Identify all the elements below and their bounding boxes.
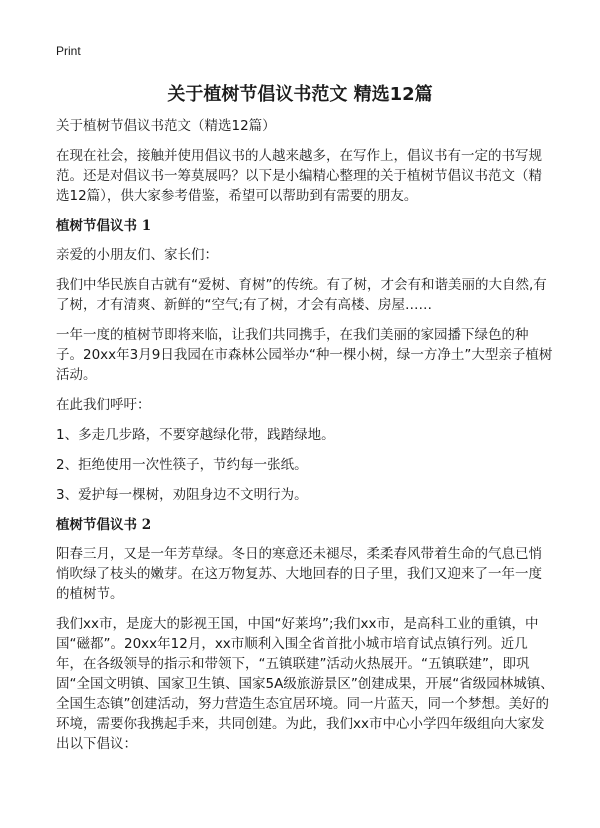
intro-paragraph: 在现在社会，接触并使用倡议书的人越来越多，在写作上，倡议书有一定的书写规范。还是对倡议书一筹莫展吗？以下是小编精心整理的关于植树节倡议书范文（精选12篇），供大家参考借鉴，希望可以帮助到有需要的朋友。	[56, 148, 542, 204]
paragraph: 我们中华民族自古就有“爱树、育树”的传统。有了树，才会有和谐美丽的大自然,有了树，才有清爽、新鲜的“空气;有了树，才会有高楼、房屋……	[56, 277, 547, 313]
paragraph: 阳春三月，又是一年芳草绿。冬日的寒意还未褪尽，柔柔春风带着生命的气息已悄悄吹绿了枝头的嫩芽。在这万物复苏、大地回春的日子里，我们又迎来了一年一度的植树节。	[56, 546, 542, 602]
document-body	[56, 116, 554, 764]
section-heading-2: 植树节倡议书 2	[56, 517, 152, 533]
subtitle: 关于植树节倡议书范文（精选12篇）	[56, 118, 276, 134]
list-item: 3、爱护每一棵树，劝阻身边不文明行为。	[56, 487, 308, 503]
paragraph: 一年一度的植树节即将来临，让我们共同携手，在我们美丽的家园播下绿色的种子。20xx年3月9日我园在市森林公园举办“种一棵小树，绿一方净土”大型亲子植树活动。	[56, 327, 553, 383]
greeting: 亲爱的小朋友们、家长们：	[56, 247, 218, 263]
print-label[interactable]: Print	[56, 44, 81, 58]
paragraph: 我们xx市，是庞大的影视王国，中国“好莱坞”;我们xx市，是高科工业的重镇，中国“磁都”。20xx年12月，xx市顺利入围全省首批小城市培育试点镇行列。近几年，在各级领导的指示和带领下，“五镇联建”活动火热展开。“五镇联建”，即巩固“全国文明镇、国家卫生镇、国家5A级旅游景区”创建成果，开展“省级园林城镇、全国生态镇”创建活动，努力营造生态宜居环境。同一片蓝天，同一个梦想。美好的环境，需要你我携起手来，共同创建。为此，我们xx市中心小学四年级组向大家发出以下倡议：	[56, 616, 554, 752]
call-line: 在此我们呼吁：	[56, 397, 151, 413]
list-item: 1、多走几步路，不要穿越绿化带，践踏绿地。	[56, 427, 335, 443]
document-title: 关于植树节倡议书范文 精选12篇	[167, 84, 433, 105]
list-item: 2、拒绝使用一次性筷子，节约每一张纸。	[56, 457, 308, 473]
section-heading-1: 植树节倡议书 1	[56, 218, 152, 234]
